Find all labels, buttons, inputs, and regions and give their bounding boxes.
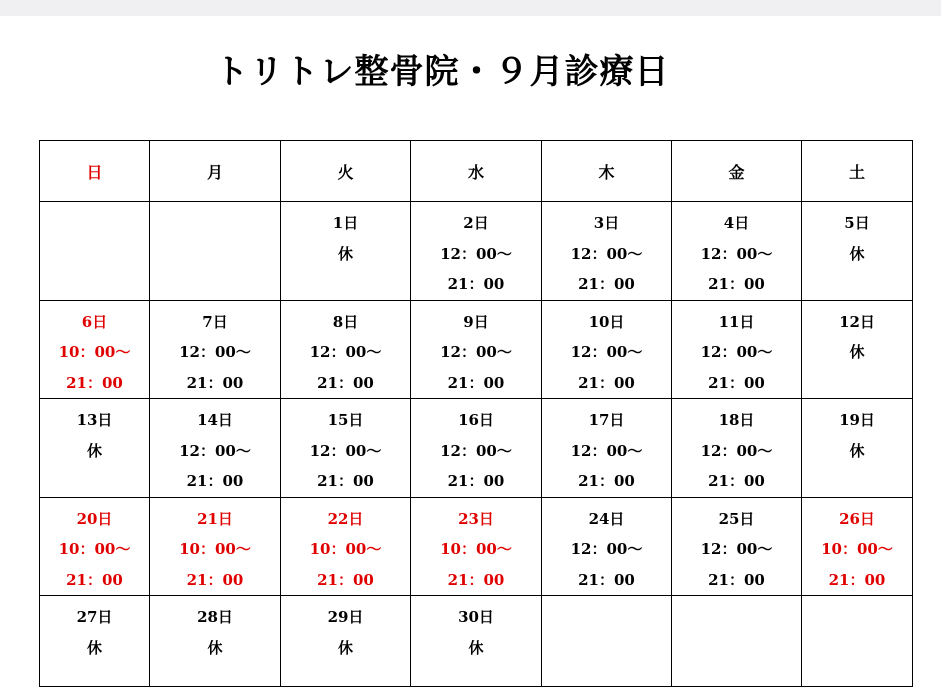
opening-time: 10：00～: [309, 540, 382, 558]
opening-time: 12：00～: [570, 441, 643, 460]
opening-time: 12：00～: [440, 441, 512, 460]
closing-time: 21：00: [66, 570, 123, 589]
day-number: 30日: [458, 608, 494, 626]
day-number: 12日: [839, 312, 875, 331]
day-number: 27日: [76, 608, 113, 626]
day-cell-content: [411, 399, 541, 497]
calendar-day-cell: [281, 497, 411, 596]
closed-label: 休: [207, 638, 223, 657]
top-bar: [0, 0, 941, 16]
day-cell-content: [542, 596, 671, 602]
calendar-day-cell: [40, 202, 150, 301]
calendar-day-cell: [542, 202, 672, 301]
opening-time: 12：00～: [179, 343, 251, 361]
day-number: 16日: [458, 411, 494, 429]
day-number: 10日: [588, 312, 625, 331]
closing-time: 21：00: [186, 472, 244, 490]
weekday-header-thu: 木: [542, 141, 672, 202]
day-cell-content: [672, 596, 801, 602]
calendar-day-cell: [542, 399, 672, 498]
calendar-day-cell: [150, 497, 281, 596]
day-cell-content: [542, 498, 671, 596]
weekday-header-wed: 水: [411, 141, 542, 202]
day-number: 18日: [718, 411, 755, 429]
day-number: 11日: [718, 312, 755, 331]
closed-label: 休: [468, 638, 484, 657]
day-number: 26日: [839, 509, 875, 528]
day-cell-content: [40, 202, 149, 208]
closing-time: 21：00: [708, 472, 765, 490]
day-number: 21日: [197, 509, 233, 528]
closed-label: 休: [849, 343, 865, 361]
day-cell-content: [281, 498, 410, 596]
closing-time: 21：00: [66, 373, 123, 392]
day-number: 3日: [593, 214, 620, 232]
opening-time: 12：00～: [440, 343, 512, 361]
calendar-day-cell: [150, 399, 281, 498]
day-cell-content: [542, 301, 671, 399]
calendar-day-cell: [542, 300, 672, 399]
calendar-day-cell: [672, 202, 802, 301]
calendar-day-cell: [672, 399, 802, 498]
calendar-week-row: [40, 497, 913, 596]
opening-time: 12：00～: [440, 244, 512, 263]
day-cell-content: [802, 498, 912, 596]
closing-time: 21：00: [708, 570, 765, 589]
weekday-header-fri: 金: [672, 141, 802, 202]
calendar-day-cell: [672, 497, 802, 596]
day-number: 22日: [327, 509, 364, 528]
page-title: トリトレ整骨院・９月診療日: [214, 52, 670, 92]
closed-label: 休: [337, 638, 353, 657]
opening-time: 12：00～: [700, 540, 773, 558]
day-number: 7日: [202, 312, 228, 331]
calendar-day-cell: [802, 300, 913, 399]
day-number: 8日: [332, 312, 359, 331]
day-number: 14日: [197, 411, 233, 429]
day-number: 23日: [458, 509, 494, 528]
closed-label: 休: [849, 441, 865, 460]
calendar-day-cell: [802, 596, 913, 687]
closed-label: 休: [337, 244, 353, 263]
day-cell-content: [542, 202, 671, 300]
day-cell-content: [802, 202, 912, 269]
opening-time: 10：00～: [821, 540, 893, 558]
day-cell-content: [802, 301, 912, 368]
day-number: 29日: [327, 608, 364, 626]
closing-time: 21：00: [317, 472, 374, 490]
closing-time: 21：00: [578, 275, 635, 293]
day-cell-content: [150, 498, 280, 596]
day-cell-content: [802, 399, 912, 466]
opening-time: 12：00～: [570, 244, 643, 263]
closing-time: 21：00: [708, 275, 765, 293]
calendar-day-cell: [542, 497, 672, 596]
day-cell-content: [542, 399, 671, 497]
day-cell-content: [281, 596, 410, 663]
calendar-day-cell: [802, 497, 913, 596]
calendar-week-row: [40, 202, 913, 301]
calendar-day-cell: [281, 300, 411, 399]
day-cell-content: [40, 301, 149, 399]
day-number: 13日: [76, 411, 113, 429]
day-number: 1日: [332, 214, 359, 232]
day-cell-content: [40, 498, 149, 596]
opening-time: 12：00～: [570, 343, 643, 361]
day-number: 5日: [844, 214, 870, 232]
day-number: 2日: [463, 214, 489, 232]
day-cell-content: [40, 399, 149, 466]
day-number: 25日: [718, 509, 755, 528]
day-cell-content: [150, 596, 280, 663]
weekday-header-sat: 土: [802, 141, 913, 202]
calendar-day-cell: [411, 202, 542, 301]
opening-time: 12：00～: [179, 441, 251, 460]
day-cell-content: [411, 596, 541, 663]
day-number: 6日: [81, 312, 108, 331]
closed-label: 休: [849, 244, 865, 263]
closing-time: 21：00: [578, 373, 635, 392]
closing-time: 21：00: [186, 373, 244, 392]
calendar-day-cell: [150, 300, 281, 399]
calendar-day-cell: [802, 202, 913, 301]
weekday-header-tue: 火: [281, 141, 411, 202]
opening-time: 12：00～: [700, 343, 773, 361]
closing-time: 21：00: [447, 472, 505, 490]
calendar-week-row: [40, 300, 913, 399]
closing-time: 21：00: [708, 373, 765, 392]
day-cell-content: [40, 596, 149, 663]
calendar-day-cell: [411, 399, 542, 498]
weekday-header-row: [40, 141, 913, 202]
day-number: 17日: [588, 411, 625, 429]
closing-time: 21：00: [578, 570, 635, 589]
closed-label: 休: [86, 638, 102, 657]
day-number: 24日: [588, 509, 625, 528]
closing-time: 21：00: [186, 570, 244, 589]
opening-time: 12：00～: [570, 540, 643, 558]
calendar-day-cell: [281, 202, 411, 301]
calendar-day-cell: [150, 596, 281, 687]
day-cell-content: [411, 498, 541, 596]
day-number: 9日: [463, 312, 489, 331]
day-number: 4日: [723, 214, 750, 232]
calendar-day-cell: [802, 399, 913, 498]
calendar-week-row: [40, 596, 913, 687]
calendar-day-cell: [411, 596, 542, 687]
day-cell-content: [150, 301, 280, 399]
closing-time: 21：00: [317, 570, 374, 589]
calendar-day-cell: [411, 497, 542, 596]
opening-time: 10：00～: [440, 540, 512, 558]
opening-time: 12：00～: [700, 244, 773, 263]
day-number: 28日: [197, 608, 233, 626]
day-cell-content: [672, 301, 801, 399]
calendar-body: [40, 141, 913, 687]
closing-time: 21：00: [828, 570, 886, 589]
calendar-day-cell: [150, 202, 281, 301]
closing-time: 21：00: [317, 373, 374, 392]
day-cell-content: [150, 202, 280, 208]
opening-time: 10：00～: [58, 343, 131, 361]
day-cell-content: [672, 202, 801, 300]
closing-time: 21：00: [447, 373, 505, 392]
calendar-day-cell: [40, 399, 150, 498]
day-cell-content: [802, 596, 912, 602]
closing-time: 21：00: [578, 472, 635, 490]
day-cell-content: [411, 202, 541, 300]
closing-time: 21：00: [447, 275, 505, 293]
day-cell-content: [672, 399, 801, 497]
calendar-day-cell: [281, 399, 411, 498]
closed-label: 休: [86, 441, 102, 460]
calendar-day-cell: [542, 596, 672, 687]
calendar-day-cell: [40, 497, 150, 596]
day-number: 19日: [839, 411, 875, 429]
opening-time: 12：00～: [700, 441, 773, 460]
calendar-table: [39, 140, 913, 687]
calendar-day-cell: [672, 596, 802, 687]
calendar-day-cell: [40, 300, 150, 399]
weekday-header-sun: 日: [40, 141, 150, 202]
calendar-week-row: [40, 399, 913, 498]
weekday-header-mon: 月: [150, 141, 281, 202]
day-cell-content: [281, 202, 410, 269]
opening-time: 10：00～: [58, 540, 131, 558]
opening-time: 12：00～: [309, 343, 382, 361]
calendar-day-cell: [411, 300, 542, 399]
opening-time: 10：00～: [179, 540, 251, 558]
day-number: 15日: [327, 411, 364, 429]
day-number: 20日: [76, 509, 113, 528]
calendar-day-cell: [281, 596, 411, 687]
day-cell-content: [411, 301, 541, 399]
day-cell-content: [281, 301, 410, 399]
opening-time: 12：00～: [309, 441, 382, 460]
day-cell-content: [150, 399, 280, 497]
calendar-day-cell: [672, 300, 802, 399]
day-cell-content: [281, 399, 410, 497]
calendar-day-cell: [40, 596, 150, 687]
closing-time: 21：00: [447, 570, 505, 589]
day-cell-content: [672, 498, 801, 596]
